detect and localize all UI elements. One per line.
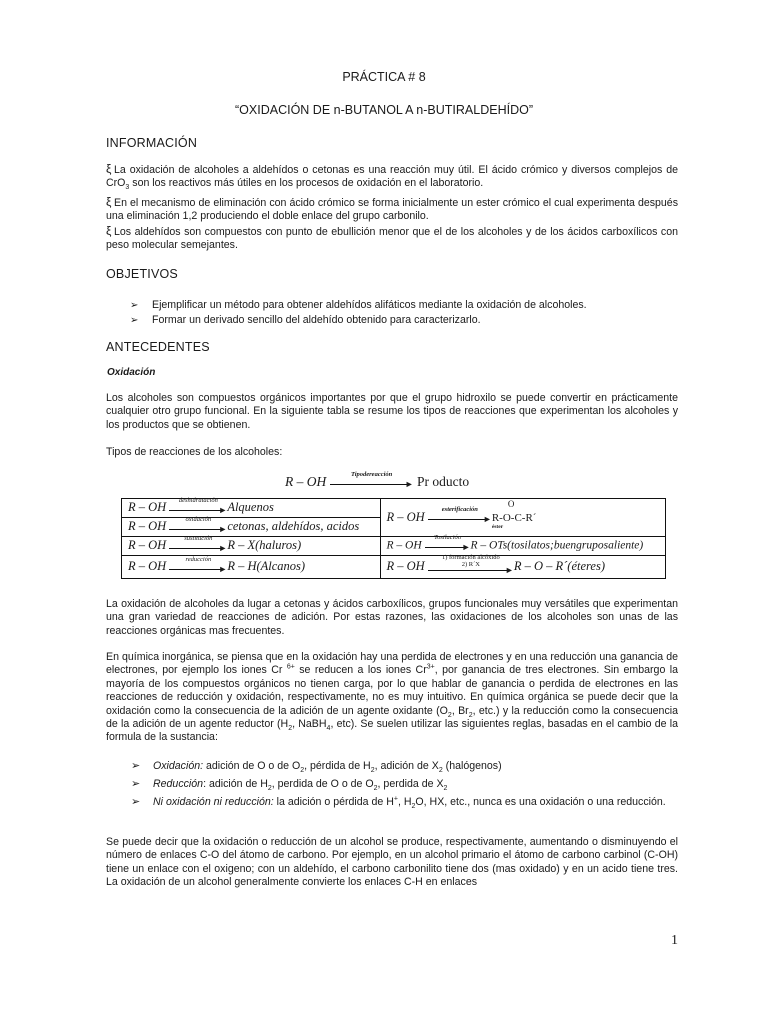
table-cell: R – OH Tosilación ► R – OTs(tosilatos;buengruposaliente) [380,537,665,556]
background-paragraph-3: En química inorgánica, se piensa que en la oxidación hay una perdida de electrones y en una reducción una ganancia de electrones, por ejemplo los iones Cr $^{6+}$ se reducen a los iones $Cr^{3+}$, por ganancia de tres electrones. Sin embargo la mayoría de los compuestos orgánicos no tienen carga, por lo que hablar de ganancia o perdida de electrones en las reacciones de reducción y oxidación, respectivamente, no es muy intuitivo. En química orgánica se puede decir que la oxidación como la consecuencia de la adición de un agente oxidante ($O_2$, $Br_2$, etc.) y la reducción como la consecuencia de la adición de un agente reductor ($H_2$, NaBH$_4$, etc). Se suelen utilizar las siguientes reglas, basadas en el cambio de la formula de la sustancia: [106,651,678,744]
rule-reduction: ➢ Reducción: adición de $H_2$, perdida de O o de $O_2$, perdida de $X_2$ [131,778,448,793]
background-heading: ANTECEDENTES [106,340,210,354]
arrow-head-icon: ► [482,514,492,525]
info-item-2: ξ En el mecanismo de eliminación con ácido crómico se forma inicialmente un ester crómico el cual experimenta después una eliminación 1,2 produciendo el doble enlace del grupo carbonilo. [106,195,678,223]
main-reaction-equation: R – OH Tipodereacción ► Pr oducto [285,470,470,489]
xi-bullet-icon: ξ [106,162,112,176]
arrow-head-icon: ► [404,478,414,489]
objectives-heading: OBJETIVOS [106,267,178,281]
practice-title: PRÁCTICA # 8 [342,70,426,84]
table-cell: R – OH 1) formación alcóxido 2) R´X ► R – O – R´(éteres) [380,556,665,579]
info-item-3: ξ Los aldehídos son compuestos con punto de ebullición menor que el de los alcoholes y de los ácidos carboxílicos con peso molecular semejantes. [106,224,678,252]
arrow-head-icon: ► [218,563,228,574]
table-cell-esterification: R – OH esterificación ► O R-O-C-R´ éster [380,499,665,537]
arrow-bullet-icon: ➢ [130,300,139,311]
alcohol-reactions-table [121,498,666,579]
table-cell: R – OH reducción ► R – H(Alcanos) [122,556,381,579]
arrow-head-icon: ► [504,565,514,575]
background-paragraph-4: Se puede decir que la oxidación o reducción de un alcohol se produce, respectivamente, aumentando o disminuyendo el número de enlaces C-O del átomo de carbono. Por ejemplo, en un alcohol primario el átomo de carbono carbinol (C-OH) tiene un enlace con el oxigeno; con un aldehído, el carbono carbonilito tiene dos (mas oxidado) y en un acido tiene tres. La oxidación de un alcohol generalmente convierte los enlaces C-H en enlaces [106,836,678,889]
info-heading: INFORMACIÓN [106,136,198,150]
table-cell: R – OH deshidratación ► Alquenos [122,499,381,518]
arrow-head-icon: ► [218,523,228,534]
arrow-bullet-icon: ➢ [131,796,141,808]
xi-bullet-icon: ξ [106,224,112,238]
arrow-head-icon: ► [461,542,471,552]
table-cell: R – OH oxidación ► cetonas, aldehídos, acidos [122,518,381,537]
arrow-bullet-icon: ➢ [130,315,139,326]
arrow-head-icon: ► [218,504,228,515]
table-cell: R – OH sustitución ► R – X(haluros) [122,537,381,556]
rule-oxidation: ➢ Oxidación: adición de O o de $O_2$, pérdida de $H_2$, adición de $X_2$ (halógenos) [131,760,502,775]
background-paragraph-2: La oxidación de alcoholes da lugar a cetonas y ácidos carboxílicos, grupos funcionales muy versátiles que experimentan una gran variedad de reacciones de adición. Por estas razones, las oxidaciones de los alcoholes son unas de las reacciones orgánicas mas frecuentes. [106,598,678,637]
xi-bullet-icon: ξ [106,195,112,209]
oxidation-subheading: Oxidación [107,367,156,378]
rule-neither: ➢ Ni oxidación ni reducción: la adición o pérdida de H+, $H_2O$, HX, etc., nunca es una oxidación o una reducción. [131,795,666,811]
info-item-1: ξ La oxidación de alcoholes a aldehídos o cetonas es una reacción muy útil. El ácido crómico y diversos complejos de CrO$_3$ son los reactivos más útiles en los procesos de oxidación en el laboratorio. [106,162,678,192]
background-paragraph-1: Los alcoholes son compuestos orgánicos importantes por que el grupo hidroxilo se puede convertir en prácticamente cualquier otro grupo funcional. En la siguiente tabla se resume los tipos de reacciones que experimentan los alcoholes y los productos que se obtienen. [106,392,678,431]
arrow-bullet-icon: ➢ [131,760,141,772]
document-subtitle: “OXIDACIÓN DE n-BUTANOL A n-BUTIRALDEHÍDO” [235,103,533,117]
arrow-bullet-icon: ➢ [131,778,141,790]
table-caption: Tipos de reacciones de los alcoholes: [106,446,283,458]
arrow-head-icon: ► [218,542,228,553]
page-number: 1 [671,933,678,948]
